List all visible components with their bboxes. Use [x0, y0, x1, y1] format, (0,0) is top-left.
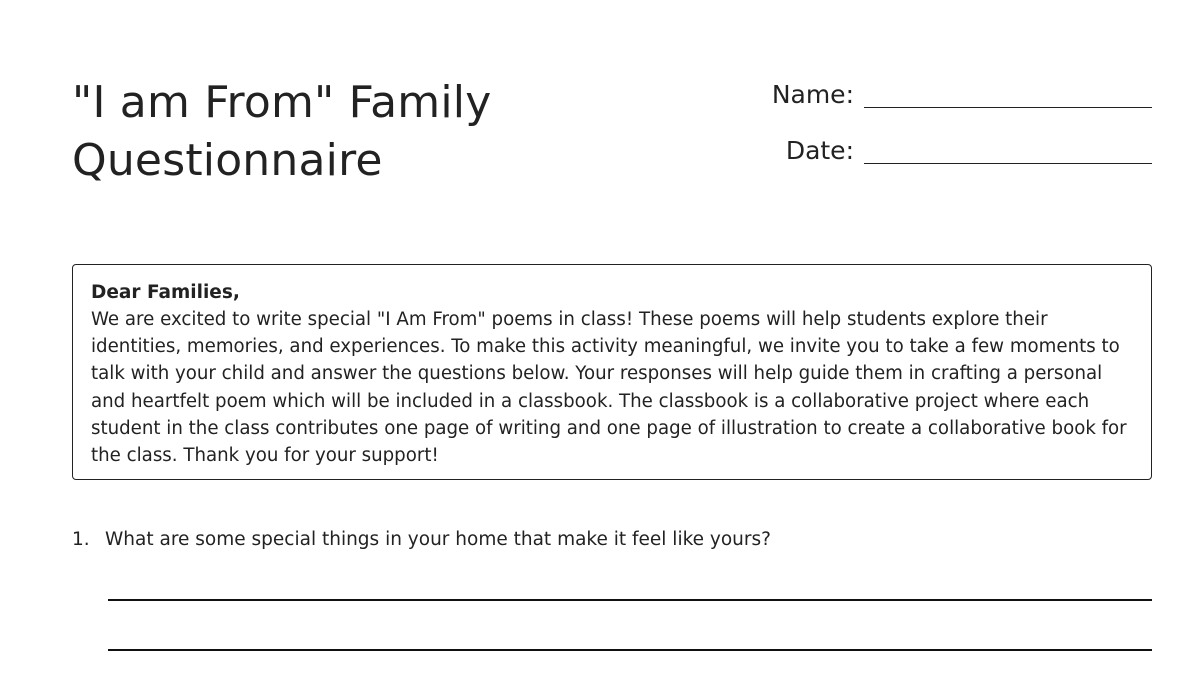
family-letter-box: [72, 264, 1152, 480]
name-label: Name:: [771, 80, 854, 109]
question-number: 1.: [72, 529, 90, 550]
letter-body: We are excited to write special "I Am From" poems in class! These poems will help students explore their identities, memories, and experiences. To make this activity meaningful, we invite you to take a few moments to talk with your child and answer the questions below. Your responses will help guide them in crafting a personal and heartfelt poem which will be included in a classbook. The classbook is a collaborative project where each student in the class contributes one page of writing and one page of illustration to create a collaborative book for the class. Thank you for your support!: [91, 309, 1127, 467]
answer-line[interactable]: [108, 649, 1152, 651]
name-field[interactable]: [772, 78, 1152, 112]
date-input-line[interactable]: [864, 163, 1152, 164]
letter-greeting: Dear Families,: [91, 282, 240, 303]
date-label: Date:: [785, 136, 854, 165]
page-title: "I am From" Family Questionnaire: [72, 77, 492, 186]
answer-line[interactable]: [108, 599, 1152, 601]
date-field[interactable]: [786, 134, 1152, 168]
question-text: What are some special things in your home that make it feel like yours?: [105, 529, 771, 550]
question-1: [72, 526, 771, 554]
name-input-line[interactable]: [864, 107, 1152, 108]
